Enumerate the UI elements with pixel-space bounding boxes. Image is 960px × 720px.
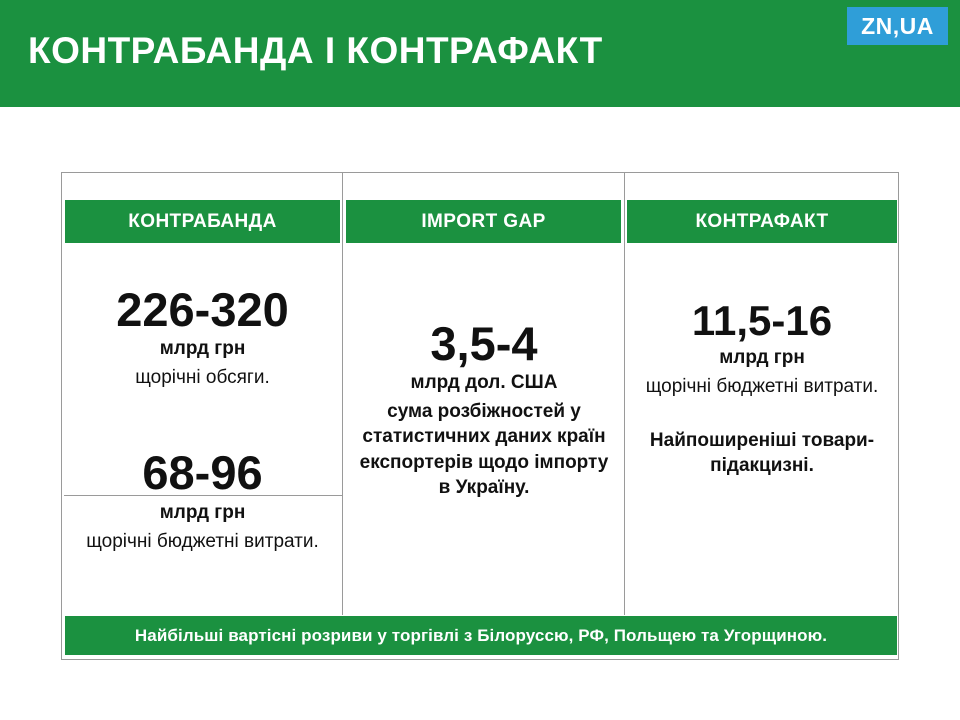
- column-kontrafakt: [625, 243, 899, 478]
- data-table: [61, 172, 899, 660]
- unit-kontrabanda-volumes: млрд грн: [159, 338, 246, 360]
- logo-text-ua: UA: [899, 12, 934, 39]
- header-bar: [0, 0, 960, 107]
- cell-kontrabanda-budget: [63, 390, 342, 553]
- logo-text-zn: ZN: [861, 12, 893, 39]
- logo-separator: ,: [892, 12, 900, 39]
- column-header-kontrafakt: КОНТРАФАКТ: [627, 200, 897, 243]
- cell-kontrabanda-volumes: [63, 243, 342, 390]
- value-kontrabanda-budget: 68-96: [142, 446, 263, 500]
- column-kontrabanda: [63, 243, 342, 554]
- description-kontrafakt-budget: щорічні бюджетні витрати.: [645, 376, 879, 398]
- unit-import-gap: млрд дол. США: [410, 372, 558, 394]
- value-import-gap: 3,5-4: [430, 317, 538, 370]
- column-header-kontrabanda: КОНТРАБАНДА: [65, 200, 340, 243]
- value-kontrabanda-volumes: 226-320: [116, 283, 289, 336]
- description-import-gap: сума розбіжностей у статистичних даних країн експортерів щодо імпорту в Україну.: [359, 401, 609, 498]
- cell-kontrafakt-budget: [625, 243, 899, 399]
- description-kontrabanda-budget: щорічні бюджетні витрати.: [86, 530, 319, 552]
- footer-note: Найбільші вартісні розриви у торгівлі з Білоруссю, РФ, Польщею та Угорщиною.: [65, 616, 897, 655]
- description-kontrabanda-volumes: щорічні обсяги.: [135, 367, 270, 389]
- unit-kontrafakt-budget: млрд грн: [719, 347, 805, 369]
- column-import-gap: [344, 243, 624, 500]
- cell-import-gap: [344, 243, 624, 500]
- zn-ua-logo[interactable]: [847, 7, 948, 45]
- unit-kontrabanda-budget: млрд грн: [159, 501, 246, 523]
- column-header-import-gap: IMPORT GAP: [346, 200, 621, 243]
- page-title: КОНТРАБАНДА І КОНТРАФАКТ: [28, 30, 603, 71]
- cell-kontrafakt-goods: [625, 399, 899, 478]
- value-kontrafakt-budget: 11,5-16: [691, 297, 833, 344]
- table-header-row: [62, 200, 900, 243]
- description-kontrafakt-goods: Найпоширеніші товари-підакцизні.: [649, 430, 875, 477]
